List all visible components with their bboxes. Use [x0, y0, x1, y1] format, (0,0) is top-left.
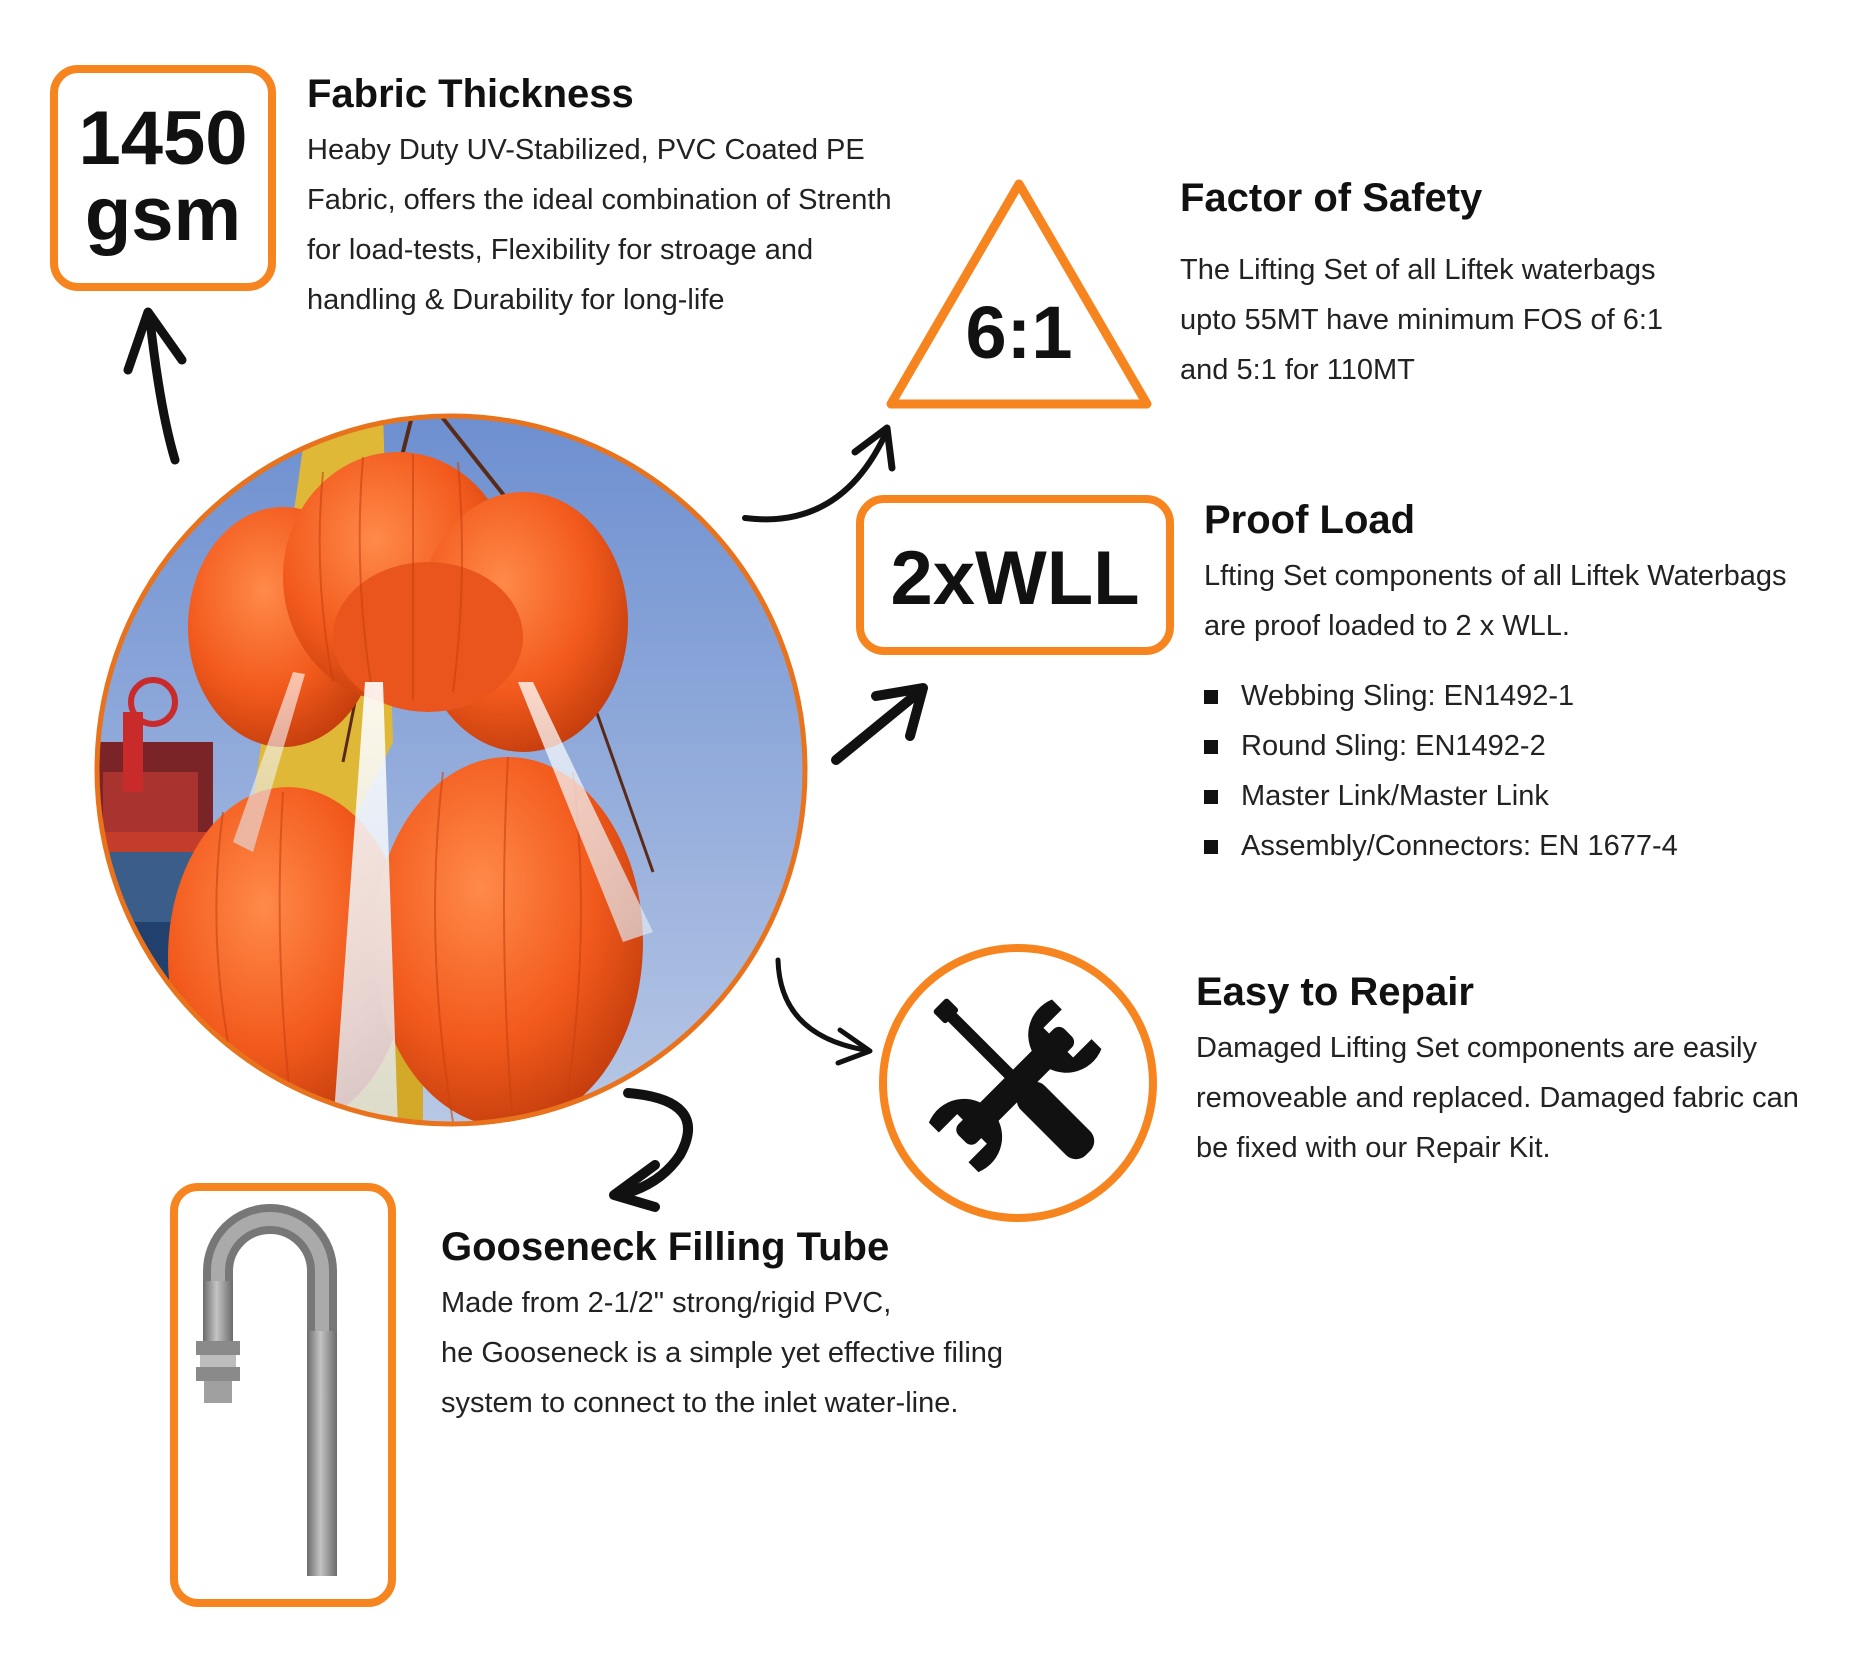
arrow-to-fabric — [120, 300, 210, 470]
repair-badge — [877, 942, 1159, 1224]
fabric-gsm-unit: gsm — [84, 172, 242, 257]
gooseneck-line: he Gooseneck is a simple yet effective filing — [441, 1337, 1004, 1369]
gooseneck-section — [441, 1225, 1081, 1428]
proof-title: Proof Load — [1204, 498, 1416, 542]
fabric-gsm-badge — [50, 65, 276, 291]
safety-line: The Lifting Set of all Liftek waterbags — [1180, 254, 1656, 286]
arrow-to-proof — [828, 678, 938, 768]
list-item — [1204, 721, 1844, 771]
safety-section — [1180, 176, 1820, 395]
arrow-to-gooseneck — [600, 1085, 720, 1205]
list-item — [1204, 671, 1844, 721]
fabric-description — [307, 125, 967, 325]
repair-line: Damaged Lifting Set components are easily — [1196, 1032, 1757, 1064]
proof-load-badge — [856, 495, 1174, 655]
proof-line: Lfting Set components of all Liftek Waterbags — [1204, 560, 1787, 592]
fabric-section — [307, 72, 967, 325]
list-item-text: Master Link/Master Link — [1241, 780, 1549, 812]
list-item-text: Webbing Sling: EN1492-1 — [1241, 680, 1575, 712]
fabric-title: Fabric Thickness — [307, 72, 634, 116]
proof-line: are proof loaded to 2 x WLL. — [1204, 610, 1570, 642]
fabric-line: handling & Durability for long-life — [307, 284, 725, 316]
bullet-square-icon — [1204, 740, 1218, 754]
proof-description — [1204, 551, 1844, 651]
proof-standards-list — [1204, 671, 1844, 871]
safety-title: Factor of Safety — [1180, 176, 1483, 220]
gooseneck-line: Made from 2-1/2" strong/rigid PVC, — [441, 1287, 892, 1319]
proof-section — [1204, 498, 1844, 871]
list-item — [1204, 821, 1844, 871]
list-item-text: Assembly/Connectors: EN 1677-4 — [1241, 830, 1678, 862]
repair-line: removeable and replaced. Damaged fabric can — [1196, 1082, 1799, 1114]
safety-description — [1180, 245, 1820, 395]
safety-triangle-badge — [883, 176, 1155, 412]
arrow-to-repair — [770, 955, 880, 1065]
gooseneck-line: system to connect to the inlet water-line. — [441, 1387, 959, 1419]
safety-line: and 5:1 for 110MT — [1180, 354, 1415, 386]
repair-title: Easy to Repair — [1196, 970, 1474, 1014]
gooseneck-tube-icon — [178, 1191, 388, 1599]
list-item — [1204, 771, 1844, 821]
fabric-line: for load-tests, Flexibility for stroage and — [307, 234, 814, 266]
gooseneck-description — [441, 1278, 1081, 1428]
repair-line: be fixed with our Repair Kit. — [1196, 1132, 1551, 1164]
safety-ratio: 6:1 — [965, 291, 1073, 374]
bullet-square-icon — [1204, 790, 1218, 804]
repair-section — [1196, 970, 1836, 1173]
proof-load-value: 2xWLL — [890, 536, 1140, 621]
fabric-line: Fabric, offers the ideal combination of Strenth — [307, 184, 892, 216]
fabric-gsm-value: 1450 — [78, 96, 248, 181]
list-item-text: Round Sling: EN1492-2 — [1241, 730, 1546, 762]
gooseneck-title: Gooseneck Filling Tube — [441, 1225, 890, 1269]
gooseneck-badge — [170, 1183, 396, 1607]
bullet-square-icon — [1204, 690, 1218, 704]
fabric-line: Heaby Duty UV-Stabilized, PVC Coated PE — [307, 134, 865, 166]
waterbag-photo — [93, 412, 809, 1128]
repair-description — [1196, 1023, 1836, 1173]
bullet-square-icon — [1204, 840, 1218, 854]
safety-line: upto 55MT have minimum FOS of 6:1 — [1180, 304, 1664, 336]
